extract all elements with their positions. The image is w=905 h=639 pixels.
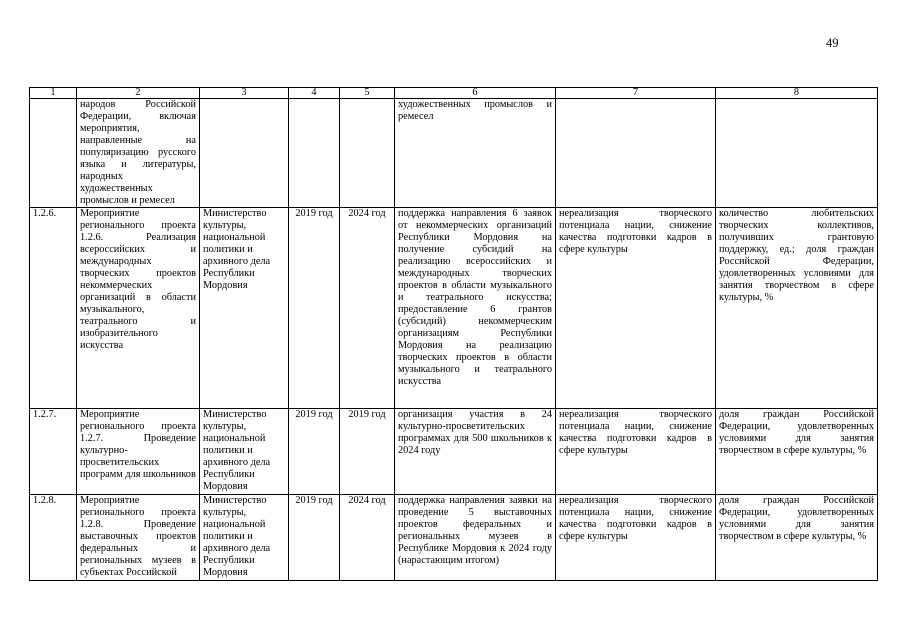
- indicator-cell: количество любительских творческих коллективов, получивших грантовую поддержку, ед.; доля граждан Российской Федерации, удовлетворенных условиями для занятия творчеством в сфере культуры, %: [716, 208, 878, 409]
- end-year-cell: 2024 год: [340, 208, 395, 409]
- event-name-cell: Мероприятие регионального проекта 1.2.8. Проведение выставочных проектов федеральных и региональных музеев в субъектах Российской: [77, 495, 200, 581]
- page-number: 49: [826, 36, 839, 50]
- column-number-row: [30, 88, 878, 99]
- row-number-cell: [30, 99, 77, 208]
- indicator-cell: доля граждан Российской Федерации, удовлетворенных условиями для занятия творчеством в сфере культуры, %: [716, 495, 878, 581]
- expected-result-cell: поддержка направления 6 заявок от некоммерческих организаций Республики Мордовия на получение субсидий на реализацию всероссийских и международных творческих проектов в области музыкального и театрального искусства; предоставление 6 грантов (субсидий) некоммерческим организациям Республики Мордовия на реализацию творческих проектов в области музыкального и театрального искусства: [395, 208, 556, 409]
- expected-result-cell: организация участия в 24 культурно-просветительских программах для 500 школьников к 2024 году: [395, 409, 556, 495]
- column-header: 6: [395, 88, 556, 99]
- expected-result-cell: художественных промыслов и ремесел: [395, 99, 556, 208]
- executor-cell: Министерство культуры, национальной политики и архивного дела Республики Мордовия: [200, 208, 289, 409]
- column-header: 2: [77, 88, 200, 99]
- start-year-cell: 2019 год: [289, 495, 340, 581]
- column-header: 3: [200, 88, 289, 99]
- measures-table: [29, 87, 878, 581]
- risk-cell: нереализация творческого потенциала нации, снижение качества подготовки кадров в сфере культуры: [556, 208, 716, 409]
- executor-cell: Министерство культуры, национальной политики и архивного дела Республики Мордовия: [200, 409, 289, 495]
- row-number-cell: 1.2.7.: [30, 409, 77, 495]
- risk-cell: нереализация творческого потенциала нации, снижение качества подготовки кадров в сфере культуры: [556, 409, 716, 495]
- start-year-cell: [289, 99, 340, 208]
- indicator-cell: доля граждан Российской Федерации, удовлетворенных условиями для занятия творчеством в сфере культуры, %: [716, 409, 878, 495]
- row-number-cell: 1.2.6.: [30, 208, 77, 409]
- end-year-cell: 2019 год: [340, 409, 395, 495]
- column-header: 1: [30, 88, 77, 99]
- row-number-cell: 1.2.8.: [30, 495, 77, 581]
- indicator-cell: [716, 99, 878, 208]
- risk-cell: нереализация творческого потенциала нации, снижение качества подготовки кадров в сфере культуры: [556, 495, 716, 581]
- table-row: [30, 99, 878, 208]
- column-header: 7: [556, 88, 716, 99]
- end-year-cell: 2024 год: [340, 495, 395, 581]
- end-year-cell: [340, 99, 395, 208]
- risk-cell: [556, 99, 716, 208]
- table-row: [30, 409, 878, 495]
- event-name-cell: народов Российской Федерации, включая мероприятия, направленные на популяризацию русского языка и литературы, народных художественных промыслов и ремесел: [77, 99, 200, 208]
- table-row: [30, 208, 878, 409]
- event-name-cell: Мероприятие регионального проекта 1.2.7. Проведение культурно-просветительских программ для школьников: [77, 409, 200, 495]
- start-year-cell: 2019 год: [289, 208, 340, 409]
- column-header: 4: [289, 88, 340, 99]
- executor-cell: Министерство культуры, национальной политики и архивного дела Республики Мордовия: [200, 495, 289, 581]
- executor-cell: [200, 99, 289, 208]
- column-header: 5: [340, 88, 395, 99]
- start-year-cell: 2019 год: [289, 409, 340, 495]
- column-header: 8: [716, 88, 878, 99]
- event-name-cell: Мероприятие регионального проекта 1.2.6. Реализация всероссийских и международных творческих проектов некоммерческих организаций в области музыкального, театрального и изобразительного искусства: [77, 208, 200, 409]
- table-row: [30, 495, 878, 581]
- expected-result-cell: поддержка направления заявки на проведение 5 выставочных проектов федеральных и региональных музеев в Республике Мордовия к 2024 году (нарастающим итогом): [395, 495, 556, 581]
